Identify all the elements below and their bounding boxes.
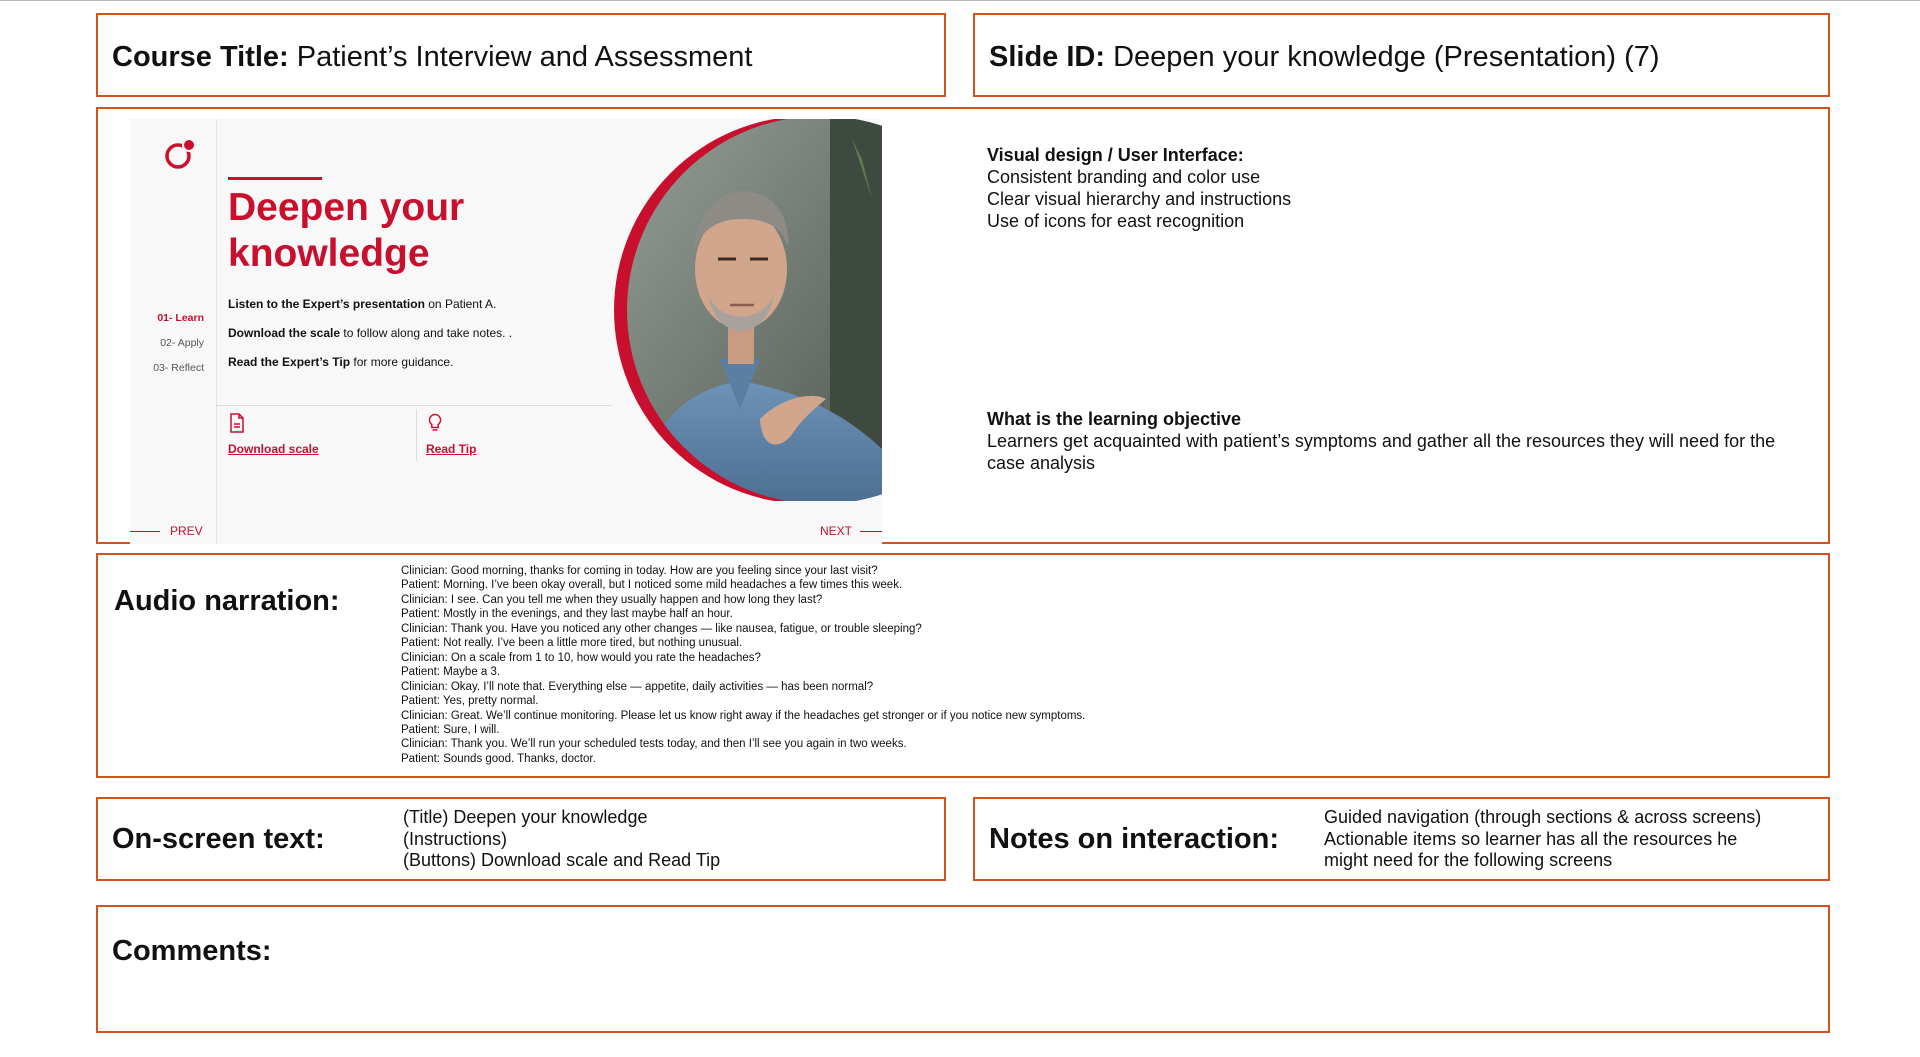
learning-objective-heading: What is the learning objective [987,409,1242,429]
visual-design-line-3: Use of icons for east recognition [987,211,1245,231]
onscreen-text-box [96,797,946,881]
slide-id-box [973,13,1830,97]
top-divider [0,0,1920,1]
instruction-2 [228,326,518,341]
instruction-2-rest: to follow along and take notes. . [340,326,513,340]
onscreen-text-list [403,807,720,872]
notes-line-3: might need for the following screens [1324,850,1613,870]
script-line: Patient: Sounds good. Thanks, doctor. [401,752,596,765]
notes-line-2: Actionable items so learner has all the resources he [1324,828,1738,849]
onscreen-text-label: On-screen text: [112,823,325,855]
script-line: Clinician: Good morning, thanks for coming in today. How are you feeling since your last visit? [401,565,878,577]
prev-line-icon [130,531,160,532]
read-tip-link[interactable]: Read Tip [426,442,477,456]
step-apply[interactable]: 02- Apply [160,337,204,349]
slide-preview [130,119,882,544]
title-accent-bar [228,177,322,180]
slide-id-value: Deepen your knowledge (Presentation) (7) [1113,41,1660,73]
script-line: Clinician: Great. We’ll continue monitoring. Please let us know right away if the headaches get stronger or if you notice new symptoms. [401,709,1086,722]
course-title-box [96,13,946,97]
slide-id [989,41,1660,74]
onscreen-line-2: (Instructions) [403,828,508,849]
onscreen-line-3: (Buttons) Download scale and Read Tip [403,850,721,870]
instruction-3-rest: for more guidance. [350,355,454,369]
script-line: Clinician: I see. Can you tell me when they usually happen and how long they last? [401,593,823,606]
next-button[interactable] [820,524,882,538]
script-line: Patient: Yes, pretty normal. [401,695,539,708]
download-scale-link[interactable]: Download scale [228,442,319,456]
audio-script [401,564,1085,766]
instruction-1-bold: Listen to the Expert’s presentation [228,297,425,311]
script-line: Patient: Not really. I’ve been a little more tired, but nothing unusual. [401,637,743,650]
script-line: Patient: Mostly in the evenings, and they last maybe half an hour. [401,608,733,621]
slide-title [228,185,464,277]
onscreen-line-1: (Title) Deepen your knowledge [403,807,648,827]
audio-narration-box [96,553,1830,778]
instruction-3 [228,355,518,370]
document-icon [229,413,245,433]
step-learn[interactable]: 01- Learn [157,312,204,324]
learning-objective [987,408,1807,474]
interaction-notes-box [973,797,1830,881]
step-reflect[interactable]: 03- Reflect [153,362,204,374]
script-line: Clinician: Thank you. We’ll run your scheduled tests today, and then I’ll see you again in two weeks. [401,738,907,751]
actions-vertical-divider [416,409,417,461]
visual-design-notes [987,144,1291,232]
learning-objective-text: Learners get acquainted with patient’s symptoms and gather all the resources they will need for the case analysis [987,431,1776,473]
slide-title-line-2: knowledge [228,232,430,275]
script-line: Clinician: Thank you. Have you noticed any other changes — like nausea, fatigue, or trouble sleeping? [401,622,922,635]
brand-logo-icon [164,138,196,170]
comments-box[interactable] [96,905,1830,1033]
step-list [153,306,204,381]
slide-title-line-1: Deepen your [228,186,465,229]
script-line: Patient: Maybe a 3. [401,666,501,679]
script-line: Patient: Morning. I’ve been okay overall, but I noticed some mild headaches a few times this week. [401,579,903,592]
interaction-notes-list [1324,807,1761,872]
course-title-value: Patient’s Interview and Assessment [296,41,753,73]
visual-design-heading: Visual design / User Interface: [987,145,1244,165]
next-line-icon [860,531,882,532]
instruction-1 [228,297,518,312]
notes-line-1: Guided navigation (through sections & across screens) [1324,807,1762,827]
course-title-label: Course Title: [112,41,289,73]
course-title [112,41,752,74]
instruction-1-rest: on Patient A. [424,297,497,311]
prev-label: PREV [170,524,203,538]
instruction-2-bold: Download the scale [228,326,341,340]
prev-button[interactable] [130,524,203,538]
slide-preview-box [96,107,1830,544]
instructions [228,297,518,384]
instruction-3-bold: Read the Expert’s Tip [228,355,351,369]
visual-design-line-1: Consistent branding and color use [987,167,1261,187]
script-line: Patient: Sure, I will. [401,723,500,736]
lightbulb-icon [427,413,443,433]
interaction-notes-label: Notes on interaction: [989,823,1280,855]
patient-photo [590,119,882,501]
slide-id-label: Slide ID: [989,41,1106,73]
comments-label: Comments: [112,935,272,967]
visual-design-line-2: Clear visual hierarchy and instructions [987,189,1292,209]
actions-divider [216,405,612,406]
progress-rail [130,119,217,544]
script-line: Clinician: On a scale from 1 to 10, how would you rate the headaches? [401,651,761,664]
script-line: Clinician: Okay. I’ll note that. Everything else — appetite, daily activities — has been normal? [401,680,874,693]
next-label: NEXT [820,524,853,538]
audio-narration-label: Audio narration: [114,585,340,617]
